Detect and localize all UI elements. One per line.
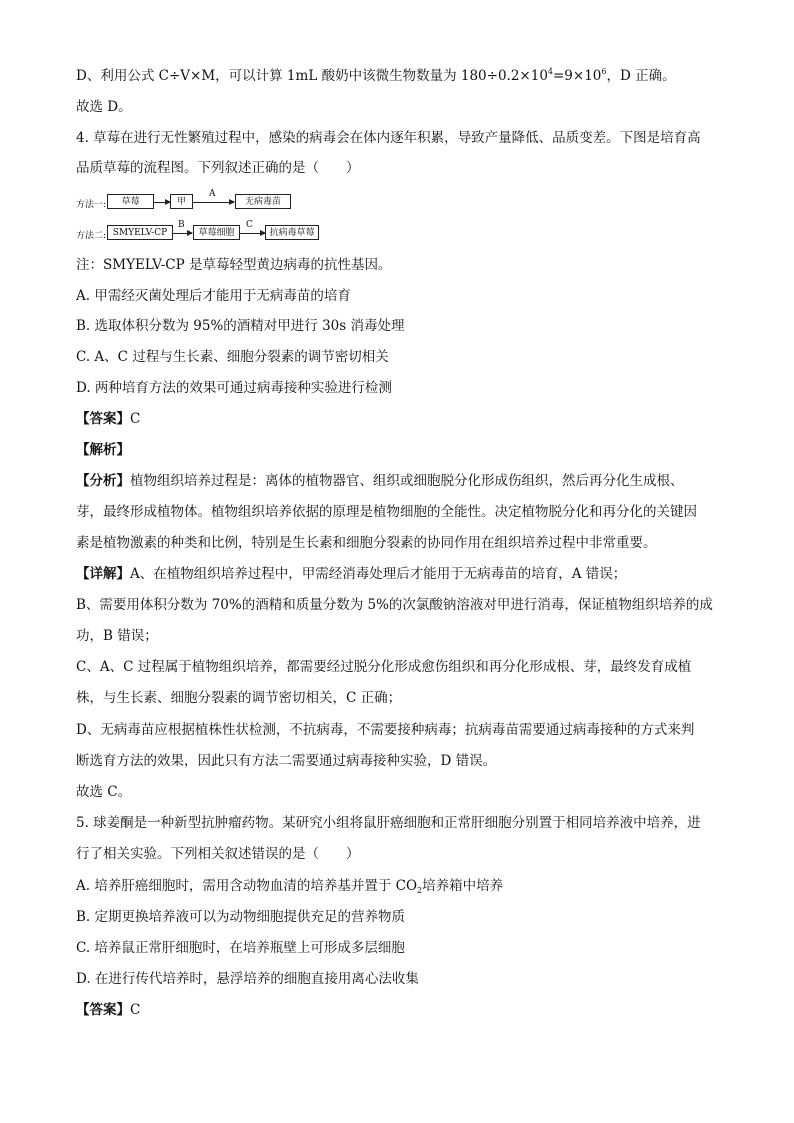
q4-fenxi-line3: 素是植物激素的种类和比例，特别是生长素和细胞分裂素的协同作用在组织培养过程中非常重要。 <box>76 535 657 551</box>
q5-stem-line2: 行了相关实验。下列相关叙述错误的是（ ） <box>76 846 360 862</box>
arrow-label-a: A <box>209 189 216 199</box>
box-virus-free-seedling: 无病毒苗 <box>235 194 291 209</box>
q4-answer: 【答案】C <box>76 411 141 427</box>
q4-xiangjie-line5: 株，与生长素、细胞分裂素的调节密切相关，C 正确； <box>76 690 402 706</box>
arrow-a <box>193 202 234 203</box>
box-strawberry: 草莓 <box>107 194 154 209</box>
q3-option-d: D、利用公式 C÷V×M，可以计算 1mL 酸奶中该微生物数量为 $180\div 0.2\times 10^4=9\times 10^6$，D 正确。 <box>76 67 676 84</box>
arrow-c <box>240 233 265 234</box>
arrow-b <box>173 233 192 234</box>
box-resistant-strawberry: 抗病毒草莓 <box>265 225 319 240</box>
q4-xiangjie-line1: 【详解】A、在植物组织培养过程中，甲需经消毒处理后才能用于无病毒苗的培育，A 错误； <box>76 566 627 582</box>
method-1-label: 方法一: <box>76 200 107 210</box>
q4-conclusion: 故选 C。 <box>76 784 132 800</box>
box-strawberry-cell: 草莓细胞 <box>193 225 240 240</box>
q4-xiangjie-line6: D、无病毒苗应根据植株性状检测，不抗病毒，不需要接种病毒；抗病毒苗需要通过病毒接种的方式来判 <box>76 722 695 738</box>
q5-option-b: B. 定期更换培养液可以为动物细胞提供充足的营养物质 <box>76 909 406 925</box>
q5-option-a: A. 培养肝癌细胞时，需用含动物血清的培养基并置于 $CO_2$培养箱中培养 <box>76 878 504 895</box>
method-2-label: 方法二: <box>76 231 107 241</box>
q5-answer: 【答案】C <box>76 1002 141 1018</box>
q5-option-c: C. 培养鼠正常肝细胞时，在培养瓶壁上可形成多层细胞 <box>76 940 405 956</box>
q4-xiangjie-line2: B、需要用体积分数为 70%的酒精和质量分数为 5%的次氯酸钠溶液对甲进行消毒，保证植物组织培养的成 <box>76 597 713 613</box>
q4-option-a: A. 甲需经灭菌处理后才能用于无病毒苗的培育 <box>76 288 351 304</box>
q4-fenxi-line2: 芽，最终形成植物体。植物组织培养依据的原理是植物细胞的全能性。决定植物脱分化和再分化的关键因 <box>76 504 697 520</box>
q4-stem-line1: 4. 草莓在进行无性繁殖过程中，感染的病毒会在体内逐年积累，导致产量降低、品质变差。下图是培育高 <box>76 130 701 146</box>
q4-stem-line2: 品质草莓的流程图。下列叙述正确的是（ ） <box>76 160 360 176</box>
q3-conclusion: 故选 D。 <box>76 99 132 115</box>
q4-option-b: B. 选取体积分数为 95%的酒精对甲进行 30s 消毒处理 <box>76 318 405 334</box>
q4-xiangjie-line7: 断选育方法的效果，因此只有方法二需要通过病毒接种实验，D 错误。 <box>76 753 497 769</box>
q4-note: 注：SMYELV-CP 是草莓轻型黄边病毒的抗性基因。 <box>76 257 392 273</box>
q5-option-d: D. 在进行传代培养时，悬浮培养的细胞直接用离心法收集 <box>76 971 419 987</box>
box-smyelv-cp: SMYELV-CP <box>107 225 173 240</box>
box-jia: 甲 <box>170 194 193 209</box>
q4-xiangjie-line3: 功，B 错误； <box>76 628 158 644</box>
q5-stem-line1: 5. 球姜酮是一种新型抗肿瘤药物。某研究小组将鼠肝癌细胞和正常肝细胞分别置于相同培养液中培养，进 <box>76 815 701 831</box>
arrow-1 <box>154 202 170 203</box>
q4-option-c: C. A、C 过程与生长素、细胞分裂素的调节密切相关 <box>76 349 389 365</box>
arrow-label-b: B <box>178 220 185 230</box>
q4-fenxi-line1: 【分析】植物组织培养过程是：离体的植物器官、组织或细胞脱分化形成伤组织，然后再分化生成根、 <box>76 473 684 489</box>
q4-option-d: D. 两种培育方法的效果可通过病毒接种实验进行检测 <box>76 380 392 396</box>
q4-analysis-heading: 【解析】 <box>76 442 130 458</box>
arrow-label-c: C <box>246 220 253 230</box>
q4-xiangjie-line4: C、A、C 过程属于植物组织培养，都需要经过脱分化形成愈伤组织和再分化形成根、芽，最终发育成植 <box>76 659 692 675</box>
